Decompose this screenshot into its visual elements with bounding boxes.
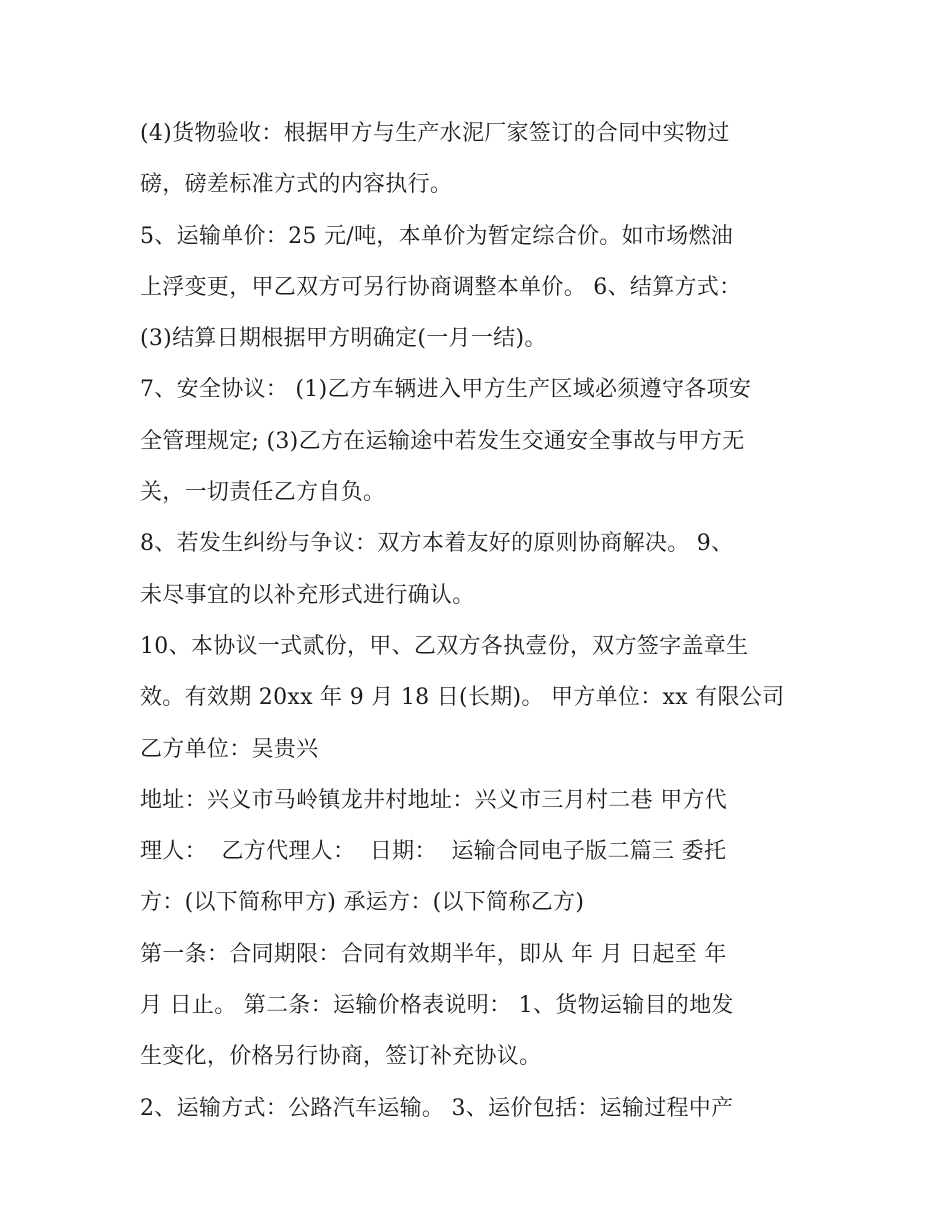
text-line: (3)结算日期根据甲方明确定(一月一结)。 (140, 326, 547, 352)
text-line: 理人： 乙方代理人： 日期： 运输合同电子版二篇三 委托 (140, 839, 727, 865)
text-line: 全管理规定; (3)乙方在运输途中若发生交通安全事故与甲方无 (140, 428, 745, 454)
text-line: 磅，磅差标准方式的内容执行。 (140, 172, 453, 198)
text-line: 地址：兴义市马岭镇龙井村地址：兴义市三月村二巷 甲方代 (140, 787, 728, 813)
text-line: 10、本协议一式贰份，甲、乙双方各执壹份，双方签字盖章生 (140, 633, 749, 659)
text-line: 未尽事宜的以补充形式进行确认。 (140, 582, 475, 608)
text-line: 生变化，价格另行协商，签订补充协议。 (140, 1044, 542, 1070)
text-line: 关，一切责任乙方自负。 (140, 480, 386, 506)
text-line: 5、运输单价：25 元/吨，本单价为暂定综合价。如市场燃油 (140, 223, 734, 249)
text-line: 7、安全协议： (1)乙方车辆进入甲方生产区域必须遵守各项安 (140, 377, 752, 403)
text-line: 月 日止。 第二条：运输价格表说明： 1、货物运输目的地发 (140, 993, 734, 1019)
text-line: 8、若发生纠纷与争议：双方本着友好的原则协商解决。 9、 (140, 531, 734, 557)
text-line: 2、运输方式：公路汽车运输。 3、运价包括：运输过程中产 (140, 1095, 734, 1121)
text-line: 上浮变更，甲乙双方可另行协商调整本单价。 6、结算方式： (140, 274, 742, 300)
text-line: 效。有效期 20xx 年 9 月 18 日(长期)。 甲方单位：xx 有限公司 (140, 685, 785, 711)
text-line: 方：(以下简称甲方) 承运方：(以下简称乙方) (140, 890, 585, 916)
document-body (140, 108, 820, 1134)
text-line: 第一条：合同期限：合同有效期半年，即从 年 月 日起至 年 (140, 941, 727, 967)
text-line: 乙方单位：吴贵兴 (140, 736, 319, 762)
text-line: (4)货物验收：根据甲方与生产水泥厂家签订的合同中实物过 (140, 121, 730, 146)
